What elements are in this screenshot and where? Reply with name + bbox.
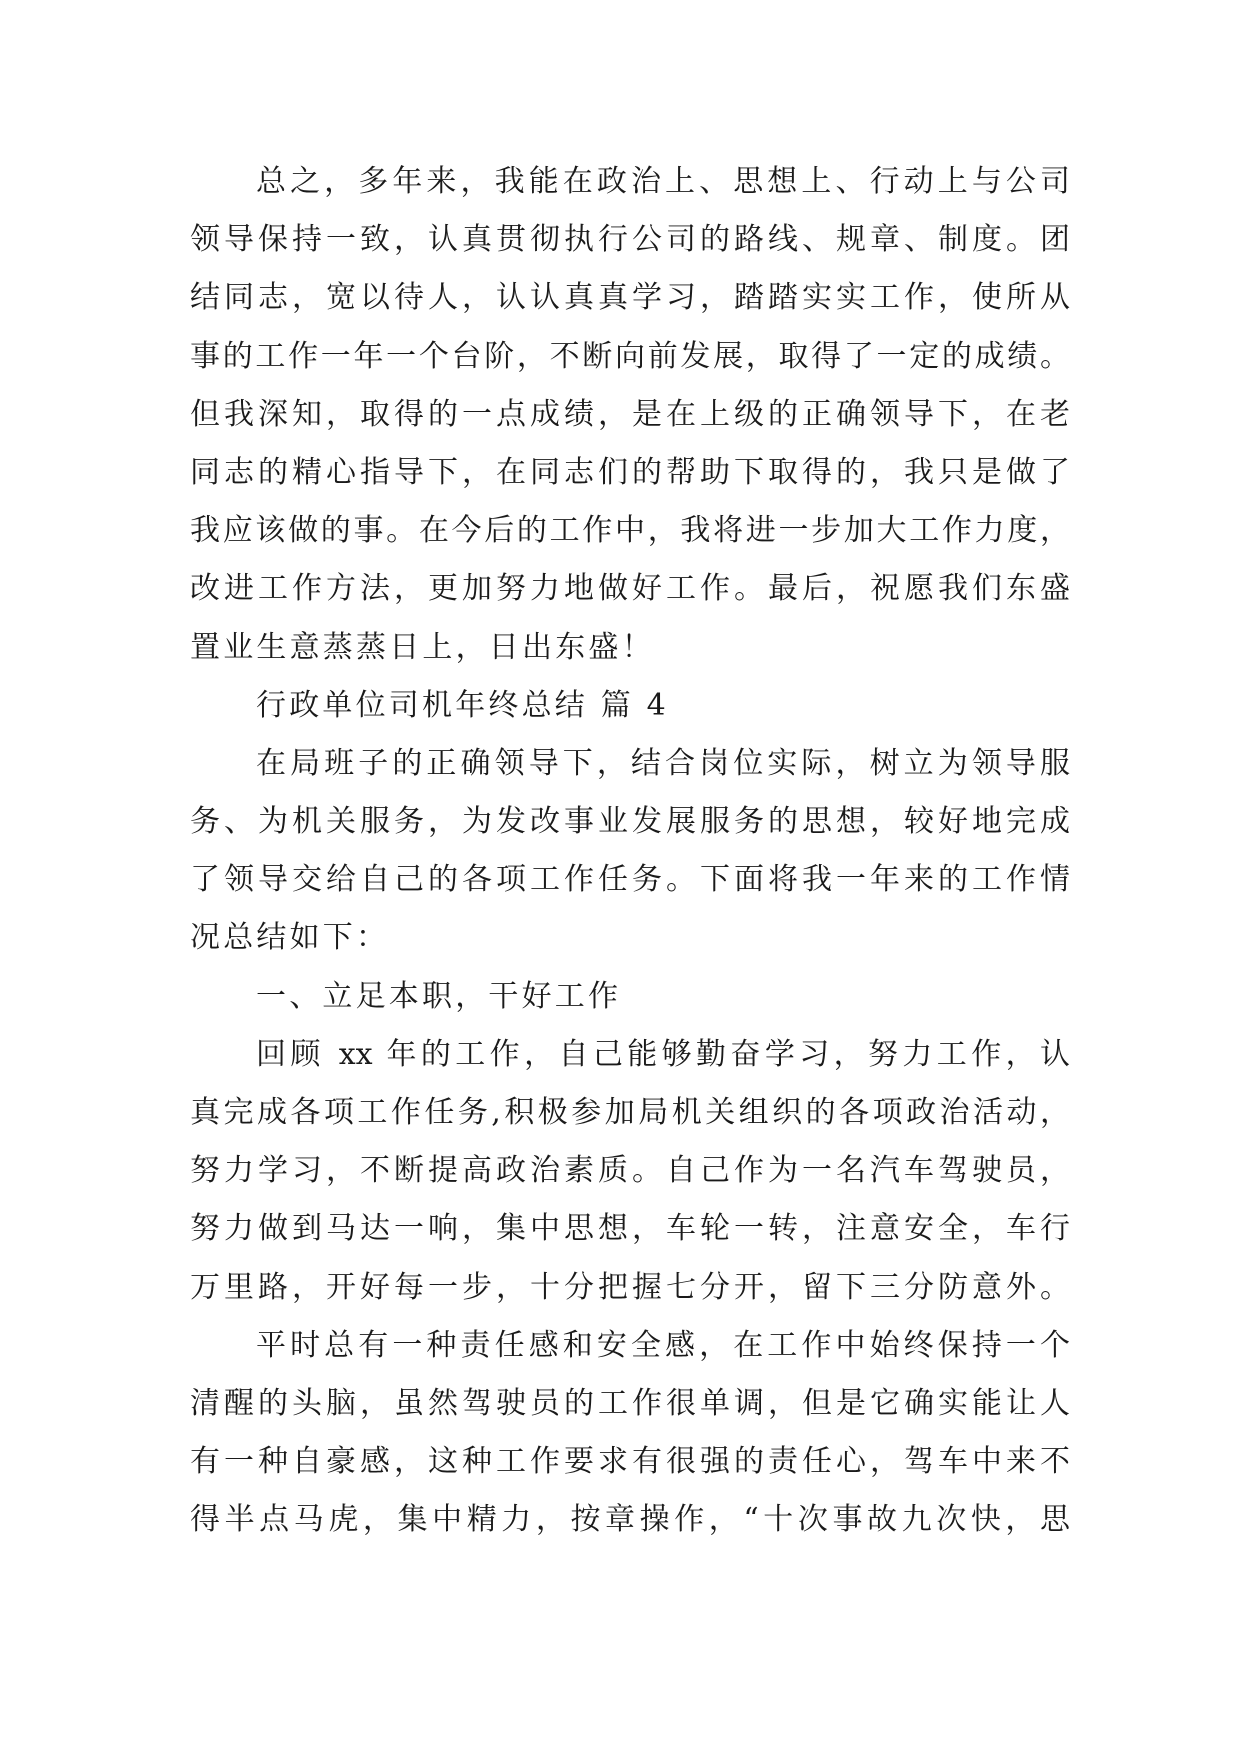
paragraph-line-14: 回顾 xx 年的工作，自己能够勤奋学习，努力工作，认	[256, 1036, 1070, 1072]
paragraph-line-22: 得半点马虎，集中精力，按章操作，“十次事故九次快，思	[190, 1502, 1070, 1538]
paragraph-line-3: 结同志，宽以待人，认认真真学习，踏踏实实工作，使所从	[190, 280, 1070, 316]
paragraph-line-20: 清醒的头脑，虽然驾驶员的工作很单调，但是它确实能让人	[190, 1385, 1070, 1421]
paragraph-line-16: 努力学习，不断提高政治素质。自己作为一名汽车驾驶员，	[190, 1153, 1070, 1189]
paragraph-line-7: 我应该做的事。在今后的工作中，我将进一步加大工作力度，	[190, 513, 1070, 549]
document-page	[190, 153, 1070, 1550]
paragraph-line-1: 总之，多年来，我能在政治上、思想上、行动上与公司	[256, 164, 1070, 199]
paragraph-line-4: 事的工作一年一个台阶，不断向前发展，取得了一定的成绩。	[190, 338, 1070, 374]
paragraph-line-12: 了领导交给自己的各项工作任务。下面将我一年来的工作情	[190, 862, 1070, 898]
paragraph-line-15: 真完成各项工作任务,积极参加局机关组织的各项政治活动，	[190, 1095, 1070, 1130]
paragraph-line-8: 改进工作方法，更加努力地做好工作。最后，祝愿我们东盛	[190, 571, 1070, 607]
paragraph-line-2: 领导保持一致，认真贯彻执行公司的路线、规章、制度。团	[190, 222, 1070, 258]
subheading: 一、立足本职，干好工作	[256, 978, 622, 1014]
paragraph-line-6: 同志的精心指导下，在同志们的帮助下取得的，我只是做了	[190, 454, 1070, 490]
paragraph-line-9: 置业生意蒸蒸日上，日出东盛！	[190, 629, 655, 665]
paragraph-line-10: 在局班子的正确领导下，结合岗位实际，树立为领导服	[256, 745, 1070, 781]
section-heading: 行政单位司机年终总结 篇 4	[256, 687, 669, 723]
paragraph-line-18: 万里路，开好每一步，十分把握七分开，留下三分防意外。	[190, 1269, 1070, 1305]
paragraph-line-11: 务、为机关服务，为发改事业发展服务的思想，较好地完成	[190, 804, 1070, 840]
paragraph-line-13: 况总结如下：	[190, 920, 390, 956]
paragraph-line-21: 有一种自豪感，这种工作要求有很强的责任心，驾车中来不	[190, 1444, 1070, 1480]
paragraph-line-19: 平时总有一种责任感和安全感，在工作中始终保持一个	[256, 1327, 1070, 1363]
paragraph-line-17: 努力做到马达一响，集中思想，车轮一转，注意安全，车行	[190, 1211, 1070, 1247]
paragraph-line-5: 但我深知，取得的一点成绩，是在上级的正确领导下，在老	[190, 396, 1070, 432]
